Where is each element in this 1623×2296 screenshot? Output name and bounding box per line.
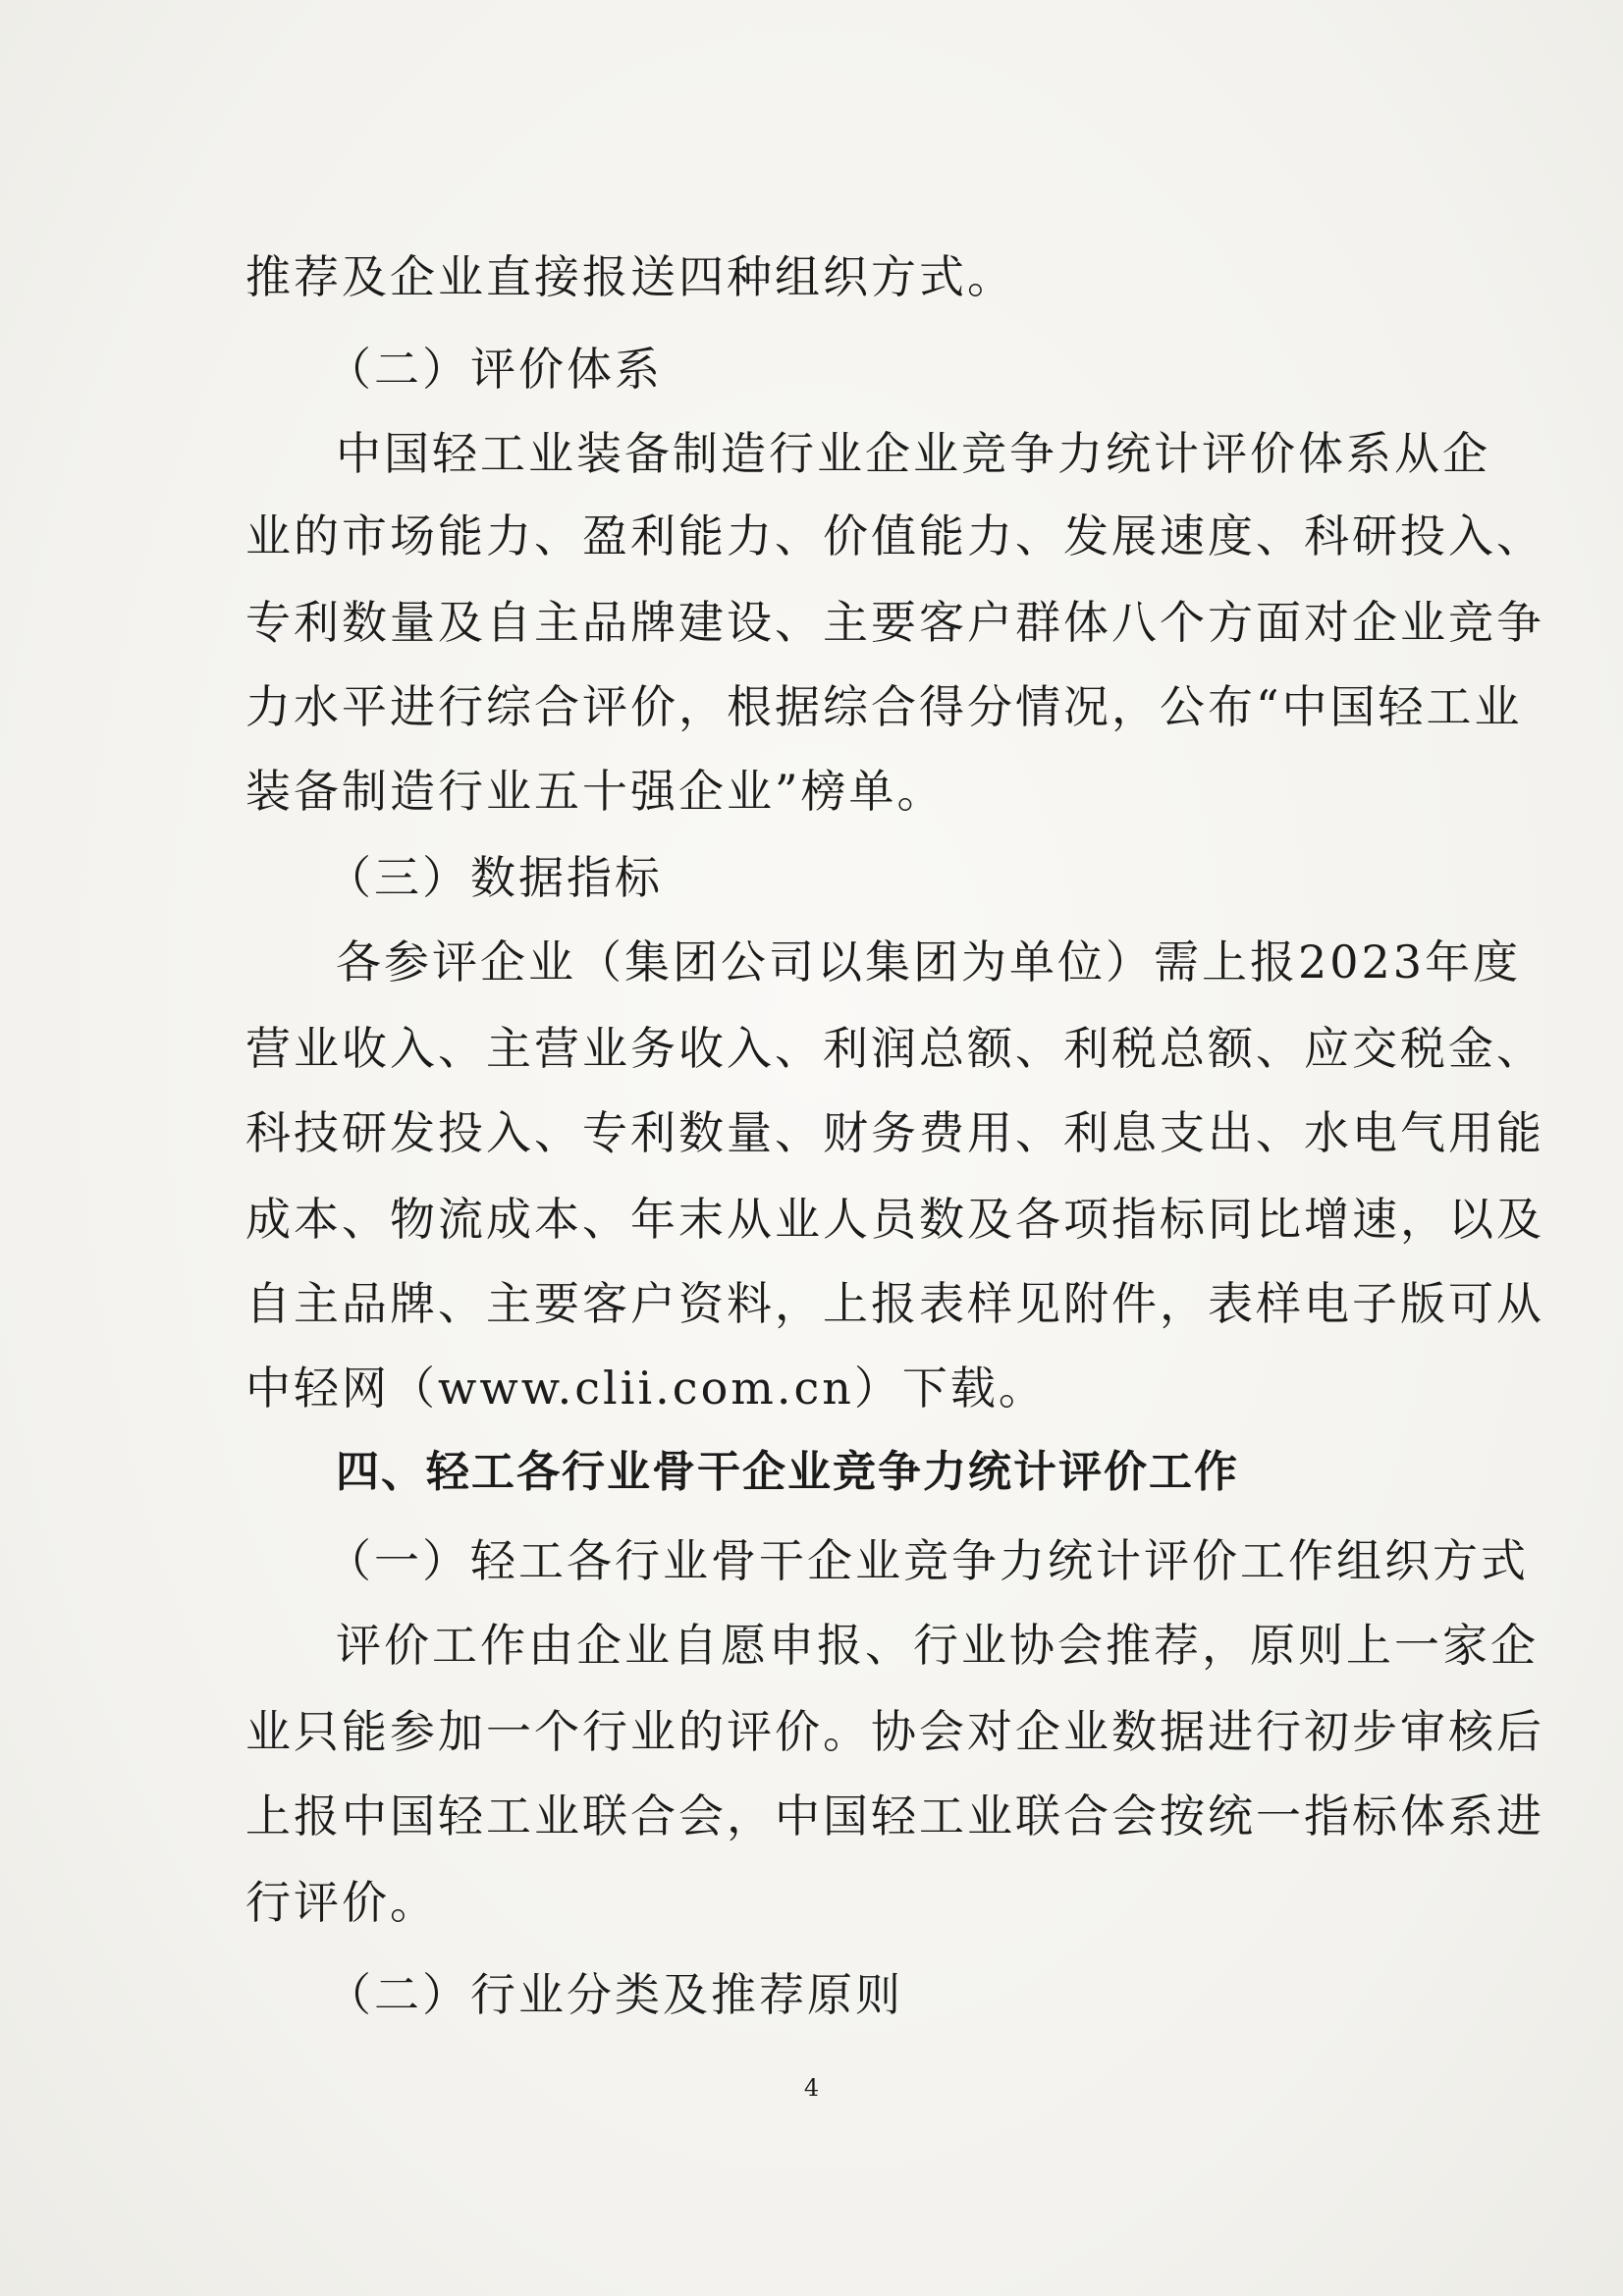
paragraph-line: 自主品牌、主要客户资料，上报表样见附件，表样电子版可从 [245,1277,1544,1330]
paragraph-line: 装备制造行业五十强企业”榜单。 [245,765,946,818]
subheading-industry-classification: （二）行业分类及推荐原则 [326,1968,903,2021]
paragraph-line: 力水平进行综合评价，根据综合得分情况，公布“中国轻工业 [245,680,1523,733]
page-number: 4 [803,2074,820,2102]
subheading-evaluation-system: （二）评价体系 [326,343,663,396]
paragraph-line: 中国轻工业装备制造行业企业竞争力统计评价体系从企 [336,427,1490,480]
paragraph-line: 专利数量及自主品牌建设、主要客户群体八个方面对企业竞争 [245,596,1544,649]
paragraph-line: 评价工作由企业自愿申报、行业协会推荐，原则上一家企 [336,1619,1539,1672]
paragraph-line: 成本、物流成本、年末从业人员数及各项指标同比增速，以及 [245,1193,1544,1246]
paragraph-line: 业只能参加一个行业的评价。协会对企业数据进行初步审核后 [245,1705,1544,1758]
paragraph-line-continuation: 推荐及企业直接报送四种组织方式。 [245,250,1015,303]
paragraph-line: 科技研发投入、专利数量、财务费用、利息支出、水电气用能 [245,1106,1544,1159]
paragraph-line: 各参评企业（集团公司以集团为单位）需上报2023年度 [336,935,1522,988]
paragraph-line: 业的市场能力、盈利能力、价值能力、发展速度、科研投入、 [245,509,1544,562]
paragraph-line: 上报中国轻工业联合会，中国轻工业联合会按统一指标体系进 [245,1789,1544,1842]
subheading-data-indicators: （三）数据指标 [326,851,663,904]
paragraph-line: 中轻网（www.clii.com.cn）下载。 [245,1362,1047,1415]
section-heading-four: 四、轻工各行业骨干企业竞争力统计评价工作 [336,1447,1239,1497]
subheading-organization-method: （一）轻工各行业骨干企业竞争力统计评价工作组织方式 [326,1534,1529,1587]
paragraph-line: 营业收入、主营业务收入、利润总额、利税总额、应交税金、 [245,1022,1544,1075]
paragraph-line: 行评价。 [245,1876,438,1929]
